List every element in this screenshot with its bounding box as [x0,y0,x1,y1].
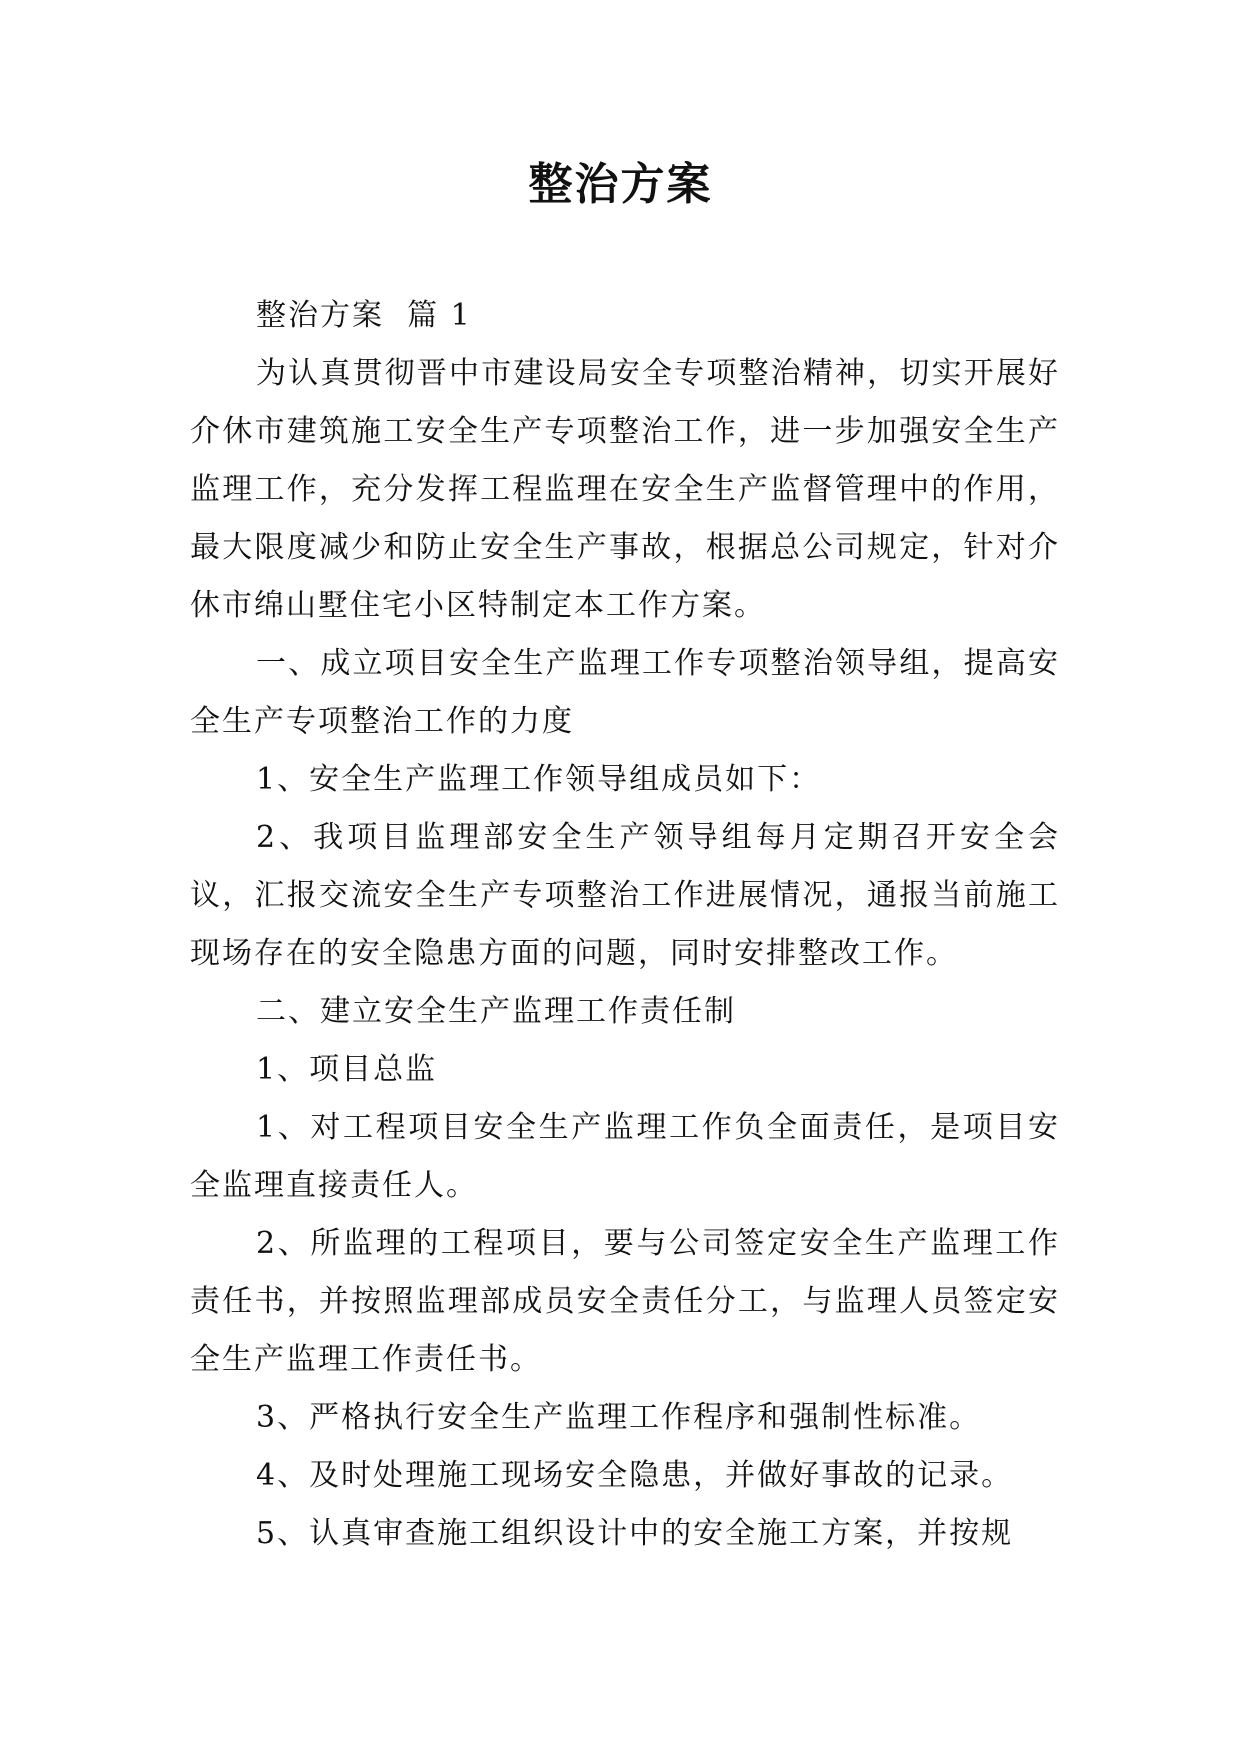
paragraph: 2、所监理的工程项目，要与公司签定安全生产监理工作责任书，并按照监理部成员安全责任分工，与监理人员签定安全生产监理工作责任书。 [190,1226,1060,1377]
section-heading: 二、建立安全生产监理工作责任制 [256,994,736,1029]
paragraph: 一、成立项目安全生产监理工作专项整治领导组，提高安全生产专项整治工作的力度 [190,646,1060,739]
paragraph-heading: 整治方案 篇 1 [256,298,472,333]
document-body [190,287,1060,1563]
paragraph: 1、对工程项目安全生产监理工作负全面责任，是项目安全监理直接责任人。 [190,1110,1060,1203]
document-title: 整治方案 [528,159,713,210]
subsection-heading: 1、项目总监 [256,1052,438,1087]
paragraph: 2、我项目监理部安全生产领导组每月定期召开安全会议，汇报交流安全生产专项整治工作进展情况，通报当前施工现场存在的安全隐患方面的问题，同时安排整改工作。 [190,820,1060,971]
paragraph: 4、及时处理施工现场安全隐患，并做好事故的记录。 [256,1458,1014,1493]
paragraph: 1、安全生产监理工作领导组成员如下： [256,762,822,797]
paragraph: 5、认真审查施工组织设计中的安全施工方案，并按规 [256,1516,1014,1551]
paragraph: 3、严格执行安全生产监理工作程序和强制性标准。 [256,1400,982,1435]
paragraph: 为认真贯彻晋中市建设局安全专项整治精神，切实开展好介休市建筑施工安全生产专项整治工作，进一步加强安全生产监理工作，充分发挥工程监理在安全生产监督管理中的作用，最大限度减少和防止安全生产事故，根据总公司规定，针对介休市绵山墅住宅小区特制定本工作方案。 [190,356,1060,623]
